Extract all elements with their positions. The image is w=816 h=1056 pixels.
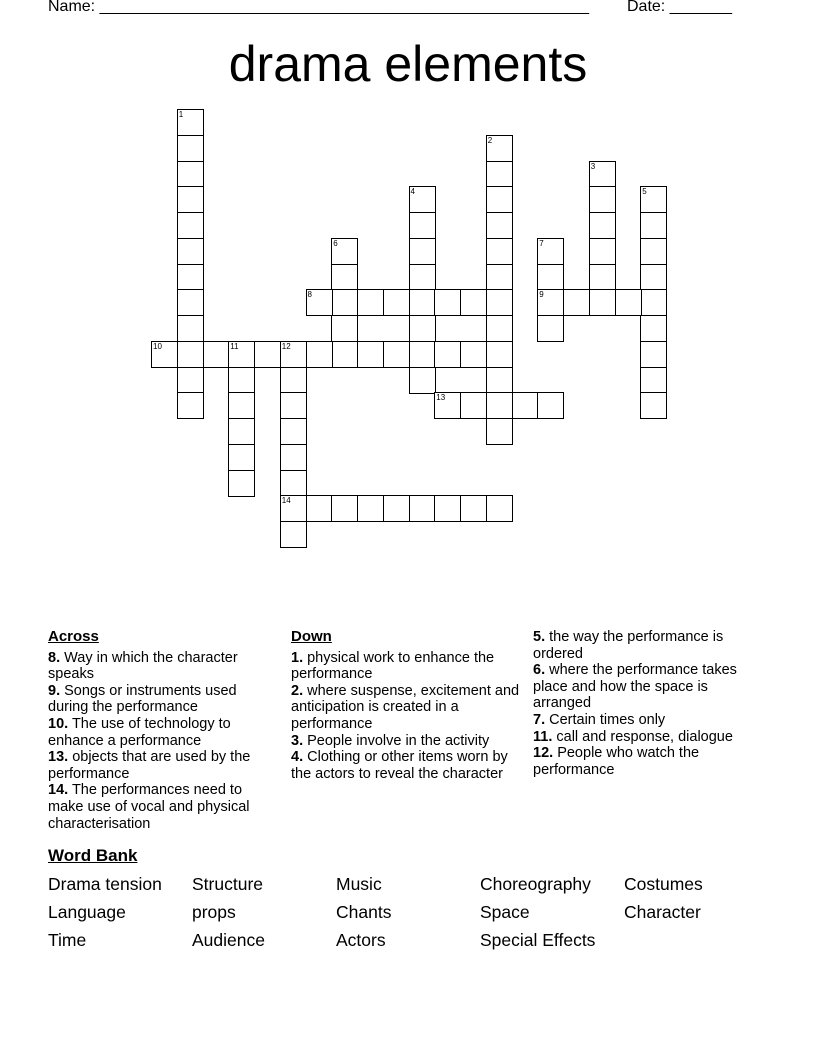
clue-item	[533, 745, 765, 778]
clue-number: 6.	[533, 662, 546, 679]
grid-cell[interactable]	[563, 289, 590, 316]
clue-item	[48, 782, 280, 832]
grid-cell[interactable]	[640, 289, 667, 316]
grid-cell[interactable]	[280, 392, 307, 419]
down-heading: Down	[291, 628, 332, 645]
grid-cell[interactable]	[640, 212, 667, 239]
clue-item	[533, 629, 765, 662]
grid-cell[interactable]	[537, 264, 564, 291]
grid-cell[interactable]	[537, 289, 564, 316]
grid-cell[interactable]	[228, 392, 255, 419]
grid-cell[interactable]	[280, 521, 307, 548]
grid-cell[interactable]	[228, 367, 255, 394]
grid-cell[interactable]	[306, 289, 333, 316]
clue-item	[48, 749, 280, 782]
clue-number: 14	[281, 496, 291, 506]
grid-cell[interactable]	[434, 341, 461, 368]
grid-cell[interactable]	[486, 212, 513, 239]
clue-text: Certain times only	[545, 711, 666, 728]
clue-item	[291, 683, 523, 733]
clue-number: 13.	[48, 749, 69, 766]
grid-cell[interactable]	[640, 264, 667, 291]
grid-cell[interactable]	[383, 289, 410, 316]
grid-cell[interactable]	[228, 341, 255, 368]
grid-cell[interactable]	[331, 264, 358, 291]
clue-item	[48, 716, 280, 749]
down-clues-continued	[533, 629, 765, 778]
grid-cell[interactable]	[177, 264, 204, 291]
grid-cell[interactable]	[640, 367, 667, 394]
grid-cell[interactable]	[383, 341, 410, 368]
clue-number: 12.	[533, 745, 554, 762]
clue-item	[48, 650, 280, 683]
grid-cell[interactable]	[460, 495, 487, 522]
grid-cell[interactable]	[434, 392, 461, 419]
grid-cell[interactable]	[177, 289, 204, 316]
grid-cell[interactable]	[640, 392, 667, 419]
grid-cell[interactable]	[434, 495, 461, 522]
grid-cell[interactable]	[383, 495, 410, 522]
grid-cell[interactable]	[486, 392, 513, 419]
clue-number: 11.	[533, 728, 553, 745]
grid-cell[interactable]	[357, 289, 384, 316]
clue-item	[533, 712, 765, 729]
grid-cell[interactable]	[460, 341, 487, 368]
clue-item	[48, 683, 280, 716]
grid-cell[interactable]	[331, 495, 358, 522]
clue-number: 4	[410, 187, 415, 197]
grid-cell[interactable]	[306, 341, 333, 368]
clue-number: 9.	[48, 682, 61, 699]
clue-text: Songs or instruments used during the performance	[48, 682, 237, 716]
clue-number: 2.	[291, 682, 304, 699]
clue-text: the way the performance is ordered	[533, 629, 724, 662]
clue-number: 9	[539, 290, 544, 300]
grid-cell[interactable]	[460, 289, 487, 316]
grid-cell[interactable]	[280, 418, 307, 445]
grid-cell[interactable]	[331, 289, 358, 316]
grid-cell[interactable]	[280, 470, 307, 497]
clue-item	[291, 749, 523, 782]
grid-cell[interactable]	[486, 289, 513, 316]
grid-cell[interactable]	[486, 186, 513, 213]
clue-number: 7.	[533, 711, 546, 728]
grid-cell[interactable]	[409, 186, 436, 213]
clue-item	[533, 729, 765, 746]
grid-cell[interactable]	[177, 135, 204, 162]
word-bank-word: Choreography	[480, 874, 591, 894]
clue-number: 1.	[291, 649, 304, 666]
grid-cell[interactable]	[177, 109, 204, 136]
grid-cell[interactable]	[331, 315, 358, 342]
grid-cell[interactable]	[409, 495, 436, 522]
grid-cell[interactable]	[409, 212, 436, 239]
word-bank-word: Special Effects	[480, 930, 596, 950]
grid-cell[interactable]	[537, 392, 564, 419]
grid-cell[interactable]	[177, 238, 204, 265]
word-bank-word: Language	[48, 902, 126, 922]
grid-cell[interactable]	[589, 186, 616, 213]
grid-cell[interactable]	[409, 315, 436, 342]
grid-cell[interactable]	[357, 341, 384, 368]
grid-cell[interactable]	[409, 341, 436, 368]
grid-cell[interactable]	[357, 495, 384, 522]
grid-cell[interactable]	[537, 315, 564, 342]
grid-cell[interactable]	[228, 444, 255, 471]
grid-cell[interactable]	[228, 418, 255, 445]
grid-cell[interactable]	[434, 289, 461, 316]
word-bank-word: Music	[336, 874, 382, 894]
across-heading: Across	[48, 628, 99, 645]
grid-cell[interactable]	[512, 392, 539, 419]
name-field[interactable]: Name: _______________________________________________________	[48, 0, 589, 15]
word-bank-word: Structure	[192, 874, 263, 894]
clue-number: 4.	[291, 749, 304, 766]
grid-cell[interactable]	[409, 289, 436, 316]
word-bank-word: Chants	[336, 902, 392, 922]
grid-cell[interactable]	[177, 212, 204, 239]
clue-number: 5	[642, 187, 647, 197]
date-field[interactable]: Date: _______	[627, 0, 732, 15]
clue-number: 3	[590, 161, 596, 171]
clue-number: 14.	[48, 782, 69, 799]
grid-cell[interactable]	[203, 341, 230, 368]
word-bank-heading: Word Bank	[48, 846, 138, 865]
grid-cell[interactable]	[280, 341, 307, 368]
clue-text: where the performance takes place and how the space is arranged	[533, 662, 737, 712]
clue-text: call and response, dialogue	[552, 728, 733, 745]
grid-cell[interactable]	[537, 238, 564, 265]
grid-cell[interactable]	[177, 367, 204, 394]
clue-number: 6	[333, 238, 338, 248]
grid-cell[interactable]	[589, 238, 616, 265]
grid-cell[interactable]	[486, 238, 513, 265]
clue-number: 3.	[291, 732, 304, 749]
grid-cell[interactable]	[409, 238, 436, 265]
grid-cell[interactable]	[177, 341, 204, 368]
clue-text: Way in which the character speaks	[48, 649, 238, 683]
clue-item	[291, 733, 523, 750]
grid-cell[interactable]	[331, 238, 358, 265]
clue-text: The use of technology to enhance a performance	[48, 715, 231, 749]
grid-cell[interactable]	[177, 186, 204, 213]
grid-cell[interactable]	[280, 495, 307, 522]
grid-cell[interactable]	[486, 135, 513, 162]
clue-item	[291, 650, 523, 683]
clue-text: Clothing or other items worn by the actors to reveal the character	[291, 749, 508, 782]
clue-text: objects that are used by the performance	[48, 749, 251, 782]
grid-cell[interactable]	[486, 341, 513, 368]
grid-cell[interactable]	[177, 161, 204, 188]
down-clues	[291, 629, 523, 782]
word-bank-word: Time	[48, 930, 87, 950]
grid-cell[interactable]	[615, 289, 642, 316]
grid-cell[interactable]	[306, 495, 333, 522]
grid-cell[interactable]	[254, 341, 281, 368]
word-bank-word: Space	[480, 902, 530, 922]
word-bank-word: Costumes	[624, 874, 703, 894]
clue-number: 12	[281, 341, 291, 351]
grid-cell[interactable]	[640, 315, 667, 342]
word-bank-word: Actors	[336, 930, 386, 950]
grid-cell[interactable]	[486, 495, 513, 522]
grid-cell[interactable]	[486, 367, 513, 394]
grid-cell[interactable]	[280, 367, 307, 394]
grid-cell[interactable]	[331, 341, 358, 368]
grid-cell[interactable]	[177, 392, 204, 419]
clue-number: 5.	[533, 629, 546, 645]
grid-cell[interactable]	[640, 238, 667, 265]
grid-cell[interactable]	[177, 315, 204, 342]
clue-text: People who watch the performance	[533, 745, 700, 778]
clue-number: 2	[487, 135, 493, 145]
page-title: drama elements	[228, 36, 588, 92]
clue-number: 7	[539, 238, 544, 248]
grid-cell[interactable]	[280, 444, 307, 471]
word-bank-word: Drama tension	[48, 874, 162, 894]
clue-number: 1	[178, 110, 184, 119]
grid-cell[interactable]	[228, 470, 255, 497]
grid-cell[interactable]	[486, 418, 513, 445]
grid-cell[interactable]	[486, 264, 513, 291]
grid-cell[interactable]	[460, 392, 487, 419]
grid-cell[interactable]	[589, 264, 616, 291]
clue-number: 10.	[48, 715, 69, 732]
grid-cell[interactable]	[151, 341, 178, 368]
grid-cell[interactable]	[409, 264, 436, 291]
clue-text: physical work to enhance the performance	[291, 649, 495, 683]
word-bank-word: Character	[624, 902, 701, 922]
clue-number: 8	[307, 290, 312, 300]
clue-number: 11	[230, 341, 239, 351]
word-bank-word: Audience	[192, 930, 265, 950]
grid-cell[interactable]	[589, 212, 616, 239]
clue-text: People involve in the activity	[303, 732, 490, 749]
clue-text: The performances need to make use of vocal and physical characterisation	[48, 782, 250, 832]
grid-cell[interactable]	[640, 341, 667, 368]
grid-cell[interactable]	[640, 186, 667, 213]
across-clues	[48, 629, 280, 832]
word-bank-word: props	[192, 902, 236, 922]
clue-number: 8.	[48, 649, 61, 666]
grid-cell[interactable]	[409, 367, 436, 394]
clue-number: 13	[436, 393, 446, 403]
grid-cell[interactable]	[589, 161, 616, 188]
grid-cell[interactable]	[486, 315, 513, 342]
grid-cell[interactable]	[589, 289, 616, 316]
clue-item	[533, 662, 765, 712]
clue-number: 10	[153, 341, 162, 351]
grid-cell[interactable]	[486, 161, 513, 188]
clue-text: where suspense, excitement and anticipation is created in a performance	[291, 682, 520, 732]
